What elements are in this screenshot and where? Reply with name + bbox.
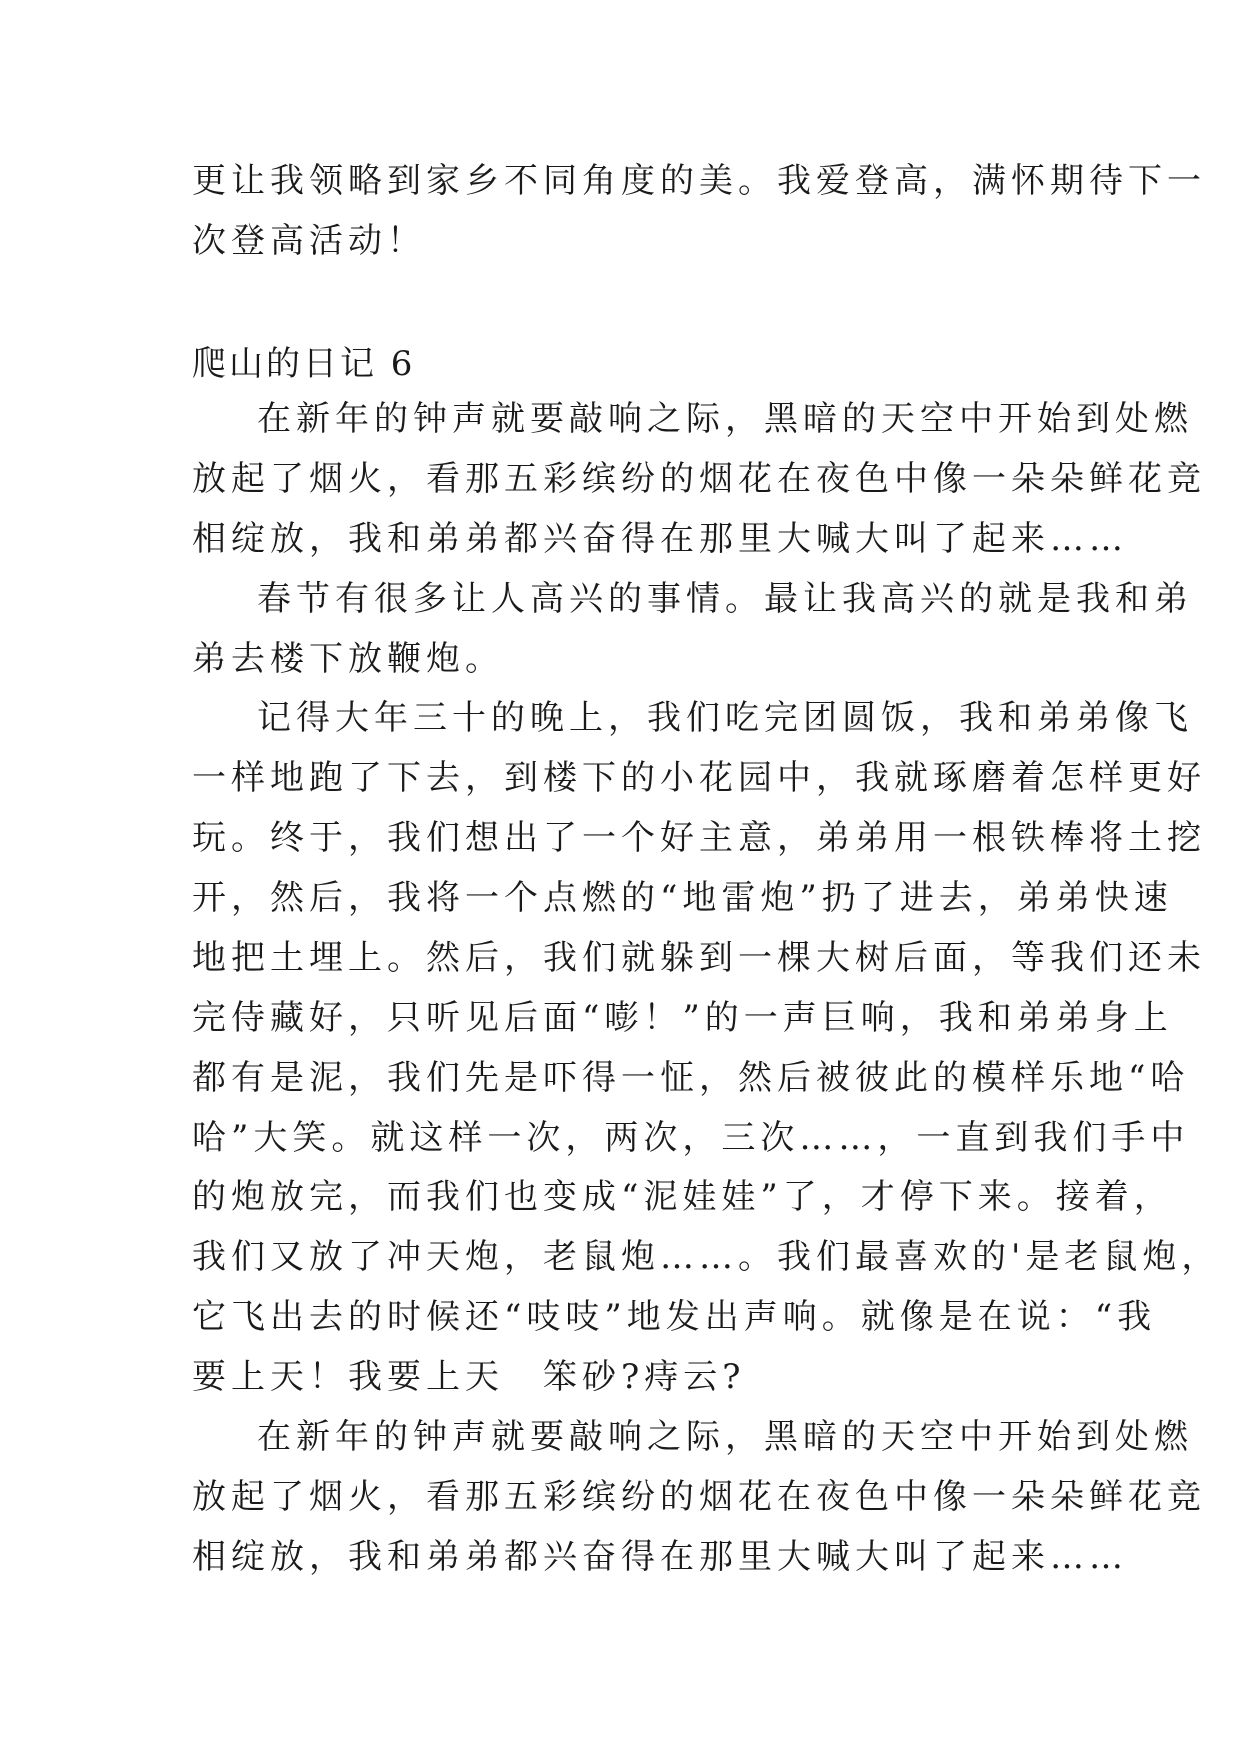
- paragraph-line: 相绽放，我和弟弟都兴奋得在那里大喊大叫了起来……: [192, 519, 1128, 559]
- paragraph-line: 相绽放，我和弟弟都兴奋得在那里大喊大叫了起来……: [192, 1537, 1128, 1577]
- paragraph-line: 我们又放了冲天炮，老鼠炮……。我们最喜欢的'是老鼠炮，: [192, 1237, 1221, 1277]
- text-line: 更让我领略到家乡不同角度的美。我爱登高，满怀期待下一: [192, 161, 1206, 201]
- paragraph-line: 开，然后，我将一个点燃的“地雷炮”扔了进去，弟弟快速: [192, 878, 1173, 918]
- paragraph-line: 哈”大笑。就这样一次，两次，三次……，一直到我们手中: [192, 1118, 1190, 1158]
- paragraph-line: 要上天！我要上天 笨砂?痔云?: [192, 1357, 746, 1397]
- paragraph-line: 在新年的钟声就要敲响之际，黑暗的天空中开始到处燃: [257, 399, 1193, 439]
- paragraph-line: 它飞出去的时候还“吱吱”地发出声响。就像是在说：“我: [192, 1297, 1157, 1337]
- text-line: 次登高活动！: [192, 221, 426, 261]
- paragraph-line: 放起了烟火，看那五彩缤纷的烟花在夜色中像一朵朵鲜花竞: [192, 459, 1206, 499]
- paragraph-line: 的炮放完，而我们也变成“泥娃娃”了，才停下来。接着，: [192, 1177, 1173, 1217]
- paragraph-line: 都有是泥，我们先是吓得一怔，然后被彼此的模样乐地“哈: [192, 1058, 1190, 1098]
- paragraph-line: 春节有很多让人高兴的事情。最让我高兴的就是我和弟: [257, 579, 1193, 619]
- paragraph-line: 记得大年三十的晚上，我们吃完团圆饭，我和弟弟像飞: [257, 698, 1193, 738]
- paragraph-line: 弟去楼下放鞭炮。: [192, 639, 504, 679]
- paragraph-line: 一样地跑了下去，到楼下的小花园中，我就琢磨着怎样更好: [192, 758, 1206, 798]
- paragraph-line: 地把土埋上。然后，我们就躲到一棵大树后面，等我们还未: [192, 938, 1206, 978]
- paragraph-line: 完侍藏好，只听见后面“嘭！”的一声巨响，我和弟弟身上: [192, 998, 1173, 1038]
- paragraph-line: 玩。终于，我们想出了一个好主意，弟弟用一根铁棒将土挖: [192, 818, 1206, 858]
- section-title: 爬山的日记 6: [192, 344, 416, 384]
- paragraph-line: 放起了烟火，看那五彩缤纷的烟花在夜色中像一朵朵鲜花竞: [192, 1477, 1206, 1517]
- paragraph-line: 在新年的钟声就要敲响之际，黑暗的天空中开始到处燃: [257, 1417, 1193, 1457]
